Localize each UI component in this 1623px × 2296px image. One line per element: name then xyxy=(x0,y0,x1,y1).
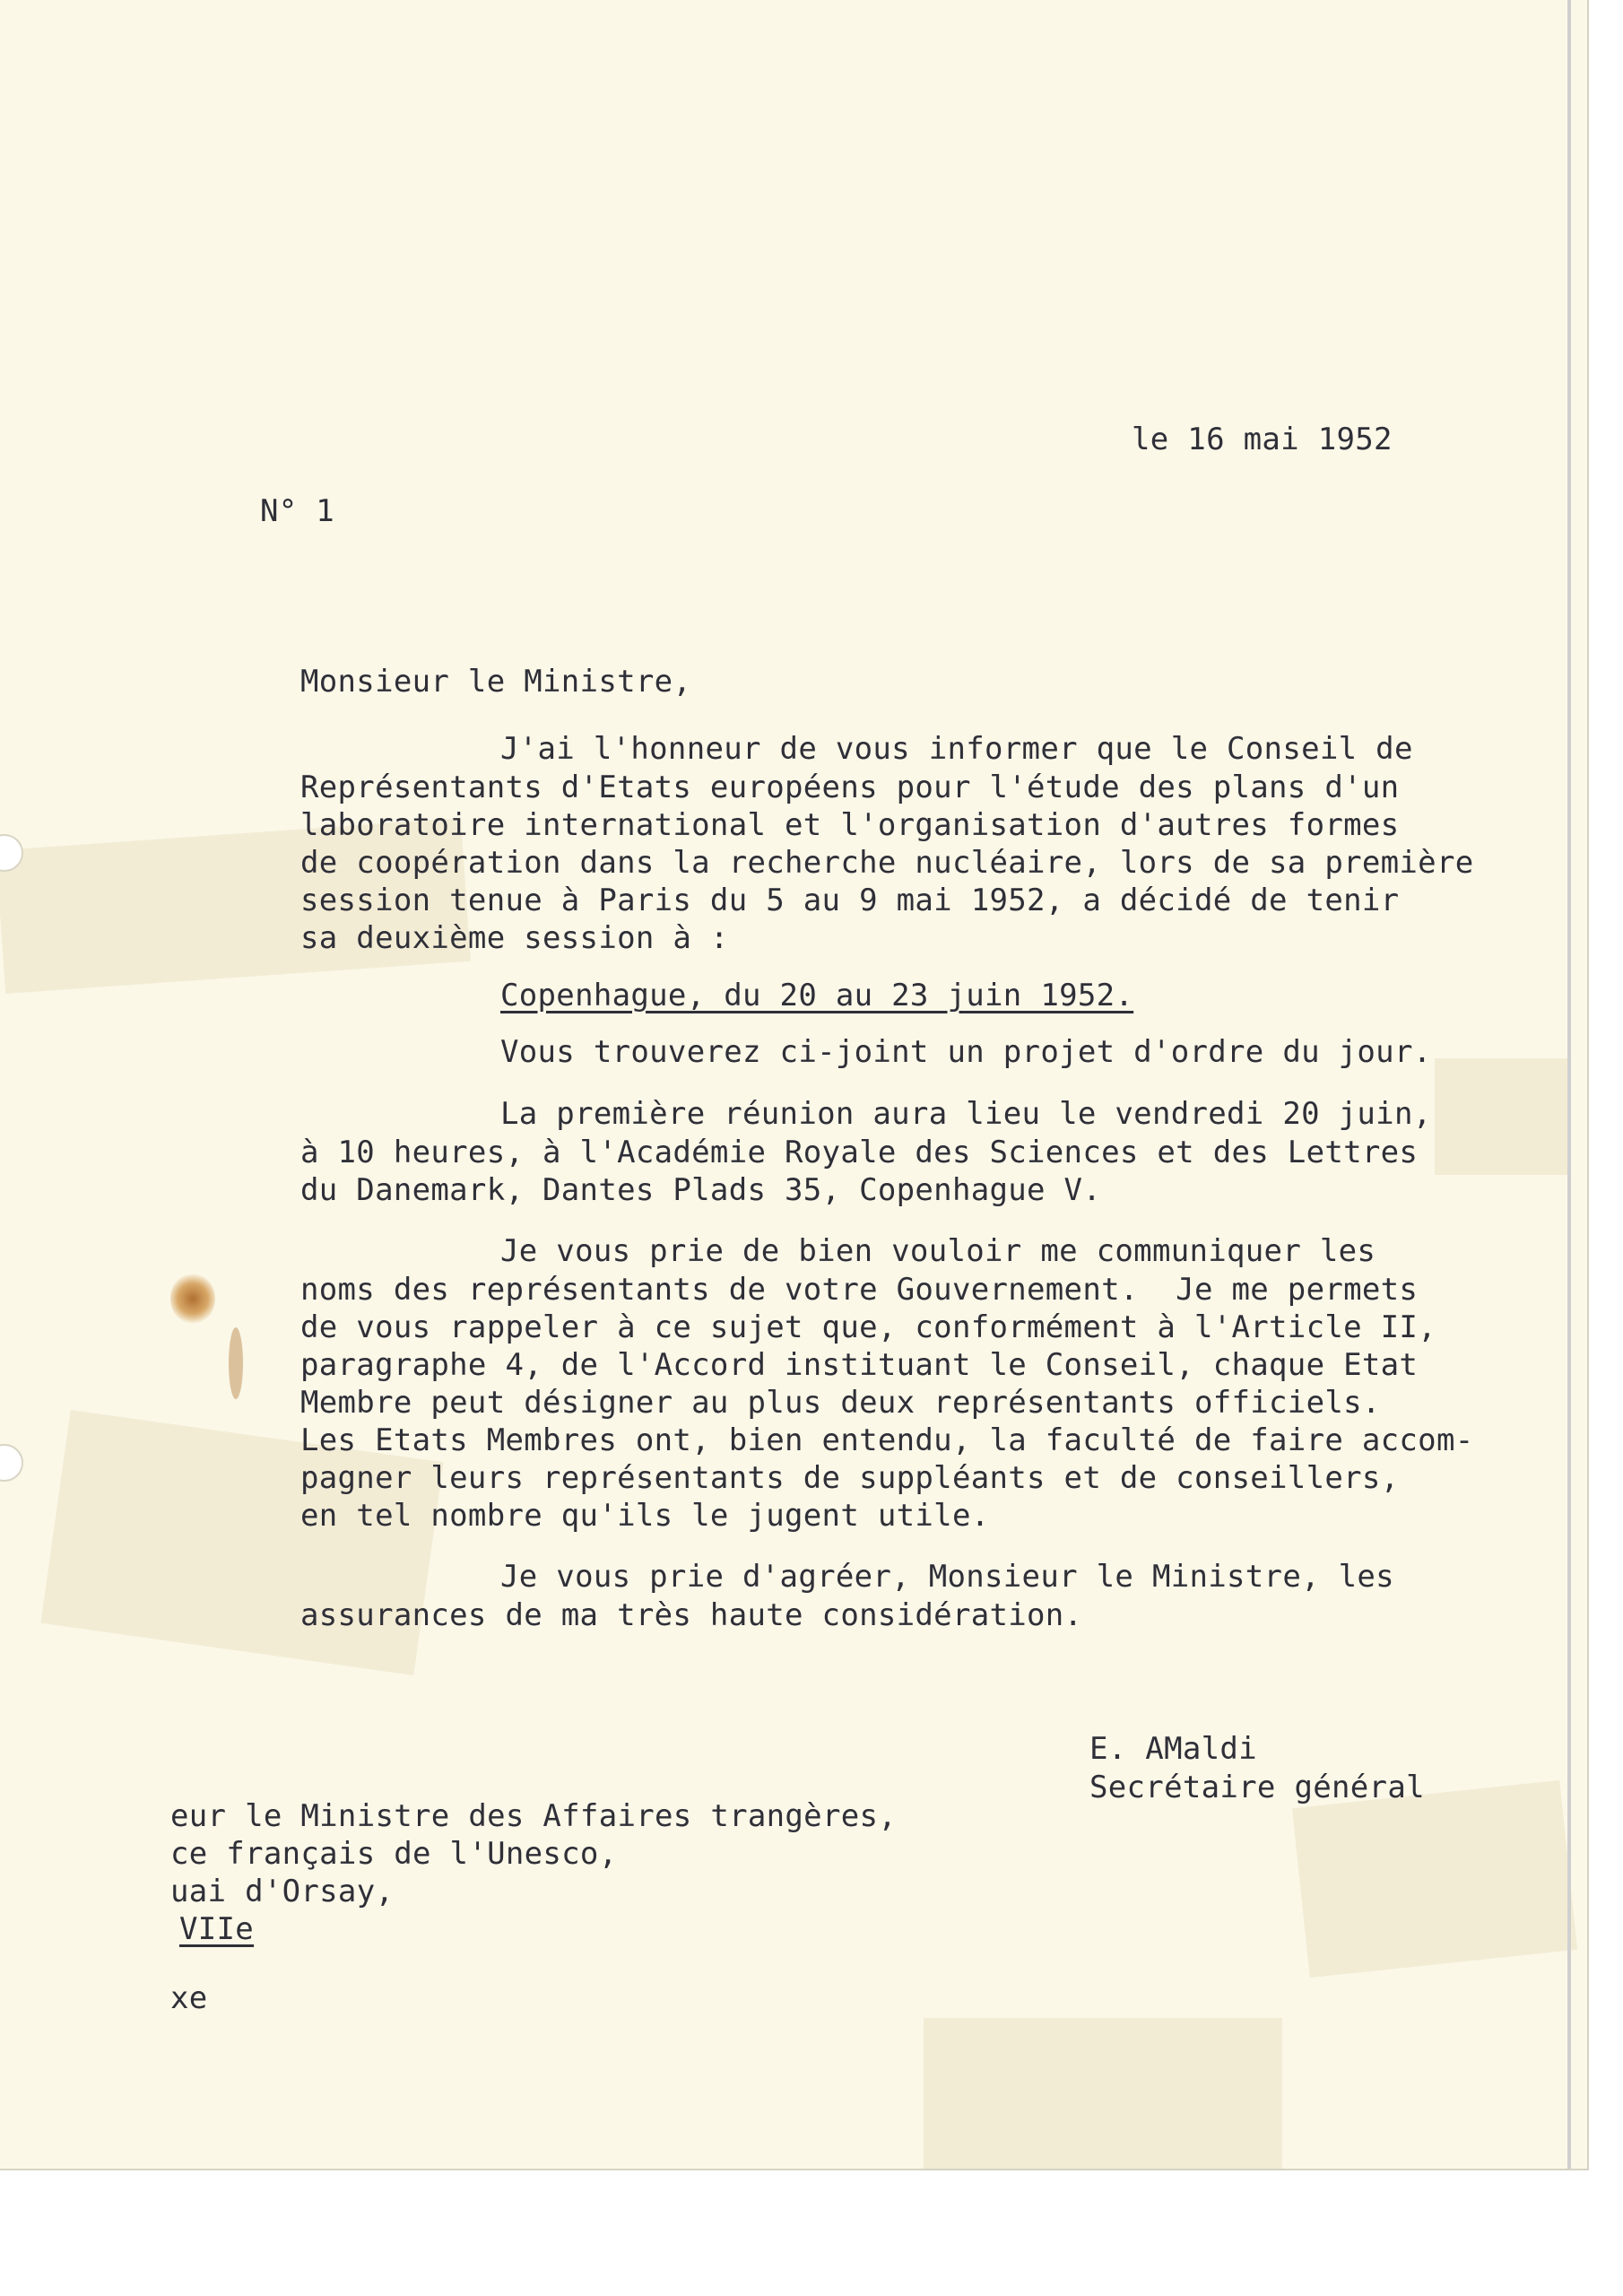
tape-mark xyxy=(1435,1058,1569,1175)
enclosure-note: Vous trouverez ci-joint un projet d'ordre du jour. xyxy=(500,1034,1432,1070)
paragraph-line: du Danemark, Dantes Plads 35, Copenhague V. xyxy=(300,1172,1102,1208)
tape-mark xyxy=(1292,1780,1577,1978)
paragraph-line: Les Etats Membres ont, bien entendu, la faculté de faire accom- xyxy=(300,1422,1474,1458)
paragraph-line: paragraphe 4, de l'Accord instituant le Conseil, chaque Etat xyxy=(300,1347,1419,1383)
paragraph-line: de vous rappeler à ce sujet que, conformément à l'Article II, xyxy=(300,1309,1436,1345)
paragraph-line: Membre peut désigner au plus deux représentants officiels. xyxy=(300,1385,1381,1421)
recipient-line: VIIe xyxy=(179,1911,255,1947)
recipient-line: ce français de l'Unesco, xyxy=(170,1836,618,1872)
salutation: Monsieur le Ministre, xyxy=(300,664,692,700)
paragraph-line: session tenue à Paris du 5 au 9 mai 1952, a décidé de tenir xyxy=(300,883,1400,918)
recipient-line: eur le Ministre des Affaires trangères, xyxy=(170,1798,898,1834)
paragraph-line: La première réunion aura lieu le vendredi 20 juin, xyxy=(500,1096,1432,1132)
annex-marker: xe xyxy=(170,1980,208,2016)
page-edge xyxy=(1567,0,1571,2170)
signatory-name: E. AMaldi xyxy=(1089,1731,1257,1767)
letter-date: le 16 mai 1952 xyxy=(1132,422,1393,457)
paragraph-line: noms des représentants de votre Gouvernement. Je me permets xyxy=(300,1272,1419,1308)
reference-number: N° 1 xyxy=(260,493,335,529)
paragraph-line: Je vous prie de bien vouloir me communiquer les xyxy=(500,1233,1376,1269)
rust-stain xyxy=(170,1274,215,1324)
punch-hole xyxy=(0,1444,23,1482)
recipient-line: uai d'Orsay, xyxy=(170,1874,395,1909)
signatory-title: Secrétaire général xyxy=(1089,1770,1425,1805)
paragraph-line: J'ai l'honneur de vous informer que le Conseil de xyxy=(500,731,1413,767)
paragraph-line: à 10 heures, à l'Académie Royale des Sciences et des Lettres xyxy=(300,1135,1419,1170)
paragraph-line: Je vous prie d'agréer, Monsieur le Ministre, les xyxy=(500,1559,1394,1595)
rust-stain xyxy=(229,1327,243,1399)
paragraph-line: Représentants d'Etats européens pour l'étude des plans d'un xyxy=(300,770,1400,805)
paragraph-line: laboratoire international et l'organisation d'autres formes xyxy=(300,807,1400,843)
paragraph-line: en tel nombre qu'ils le jugent utile. xyxy=(300,1498,990,1534)
paragraph-line: sa deuxième session à : xyxy=(300,920,729,956)
paragraph-line: de coopération dans la recherche nucléaire, lors de sa première xyxy=(300,845,1474,881)
paragraph-line: pagner leurs représentants de suppléants et de conseillers, xyxy=(300,1460,1400,1496)
tape-mark xyxy=(924,2018,1282,2170)
venue-line: Copenhague, du 20 au 23 juin 1952. xyxy=(500,978,1134,1013)
paragraph-line: assurances de ma très haute considération. xyxy=(300,1597,1083,1633)
